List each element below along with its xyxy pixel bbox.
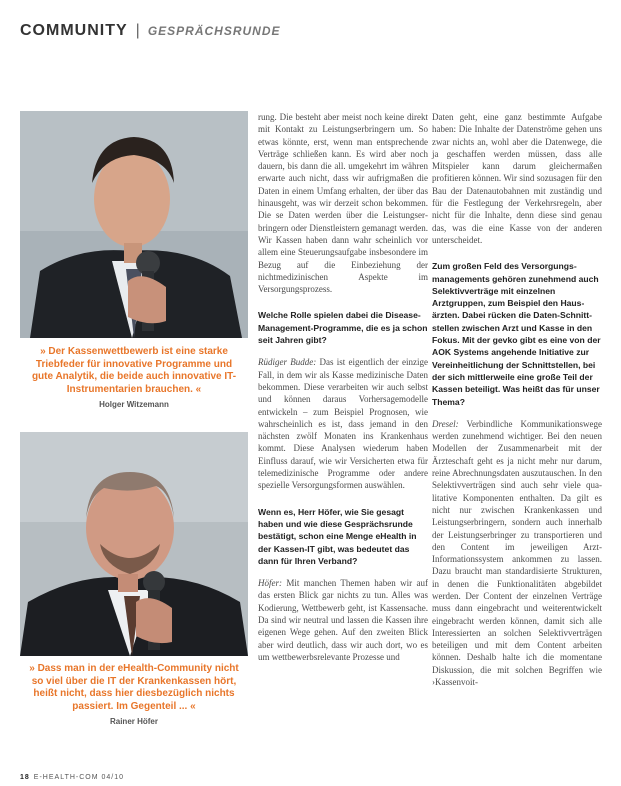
page-footer bbox=[20, 774, 124, 781]
portrait-illustration-1 bbox=[20, 111, 248, 338]
interview-question: Welche Rolle spielen dabei die Disease-Management-Programme, die es ja schon seit Jahren gibt? bbox=[258, 310, 428, 346]
body-paragraph: rung. Die besteht aber meist noch keine direkt mit Kontakt zu Leistungserbringern um. So etwas könnte, erst, wenn man entsprechende Verträge schließen kann. Es wird aber noch dauern, bis dann die all. umgekehrt im währen erwarte auch nicht, dass wir aufrigmaßen die Daten in einem Umfang erhalten, der über das hinausgeht, was wir derzeit schon bekommen. Die se Daten werden über die Leistungserbringern oder Dienstleistern gemanagt werden. Wir Kassen haben dann wahr scheinlich vor allem eine Steuerungsaufgabe insbesondere im Bezug auf die Einbeziehung der nichtmedizinischen Aspekte im Versorgungsprozess. bbox=[258, 112, 428, 295]
magazine-name: E-HEALTH-COM 04/10 bbox=[33, 774, 125, 781]
page-number: 18 bbox=[20, 774, 30, 781]
article-column-2 bbox=[258, 111, 428, 670]
article-column-3 bbox=[432, 111, 602, 695]
section-header bbox=[20, 22, 281, 40]
speaker-name: Dresel: bbox=[432, 418, 459, 429]
answer-text: Das ist eigentlich der einzige Fall, in dem wir als Kasse medizinische Daten bekommen. Diese verarbeiten wir auch selbst und können daraus Vorhersagemodelle entwickeln – zum Beispiel Prognosen, wie wahrscheinlich es ist, dass jemand in den nächsten zwölf Monaten ins Krankenhaus kommt. Diese Analysen wiederum haben Einfluss darauf, wie wir Versicherten etwa für telemedizinische Programme oder andere spezielle Versorgungsformen auswählen. bbox=[258, 357, 429, 491]
speaker-name: Höfer: bbox=[258, 578, 282, 589]
interview-question: Wenn es, Herr Höfer, wie Sie gesagt haben und wie diese Gesprächsrunde bestätigt, schon eine Menge eHealth in der Kassen-IT gibt, was bedeutet das dann für Ihren Verband? bbox=[258, 506, 417, 566]
header-separator: | bbox=[135, 22, 140, 39]
body-paragraph bbox=[258, 356, 428, 491]
speaker-name: Rüdiger Budde: bbox=[258, 357, 317, 368]
speaker-photo-1 bbox=[20, 111, 248, 338]
body-paragraph bbox=[432, 418, 602, 689]
answer-text: Verbindliche Kommunikationswege werden zunehmend wichtiger. Bei den neuen Modellen der Zusammenarbeit mit der Ärzteschaft geht es ja nicht mehr nur darum, reine Abrechnungsdaten auszutauschen. In den Selektivverträgen sind auch sehr viele qualitative Komponenten enthalten. Da gilt es nicht nur zwischen Krankenkassen und Leistungserbringern, sondern auch innerhalb der Leistungserbringer zu transportieren und den Content im jeweiligen Arzt-Informationssystem ankommen zu lassen. Dazu braucht man standardisierte Strukturen, in denen die Funktionalitäten abgebildet werden. Der Content der einzelnen Verträge muss dann eingebracht und weiterentwickelt eingebracht werden können, damit sich alle Interessierten an solchen Selektivverträgen beteiligen und mit dem Content arbeiten können. Deshalb halte ich die momentane Diskussion, die mit solchen Begriffen wie ›Kassenvoit- bbox=[432, 418, 602, 688]
pull-quote-1 bbox=[20, 340, 248, 422]
section-title: COMMUNITY bbox=[20, 22, 128, 39]
answer-text: Mit manchen Themen haben wir auf das ersten Blick gar nichts zu tun. Alles was Kodierung, Wettbewerb geht, ist Kassensache. Da sind wir neutral und lassen die Kassen ihre eigenen Wege gehen. Auf den zweiten Blick aber wird deutlich, dass wir auch dort, wo es um wettbewerbsrelevante Prozesse und bbox=[258, 578, 428, 662]
pull-quote-text: » Dass man in der eHealth-Community nicht so viel über die IT der Krankenkassen hört, heißt nicht, dass hier diesbezüglich nichts passiert. Im Gegenteil ... « bbox=[29, 663, 239, 712]
body-paragraph bbox=[258, 577, 428, 663]
pull-quote-author: Rainer Höfer bbox=[109, 717, 158, 726]
portrait-illustration-2 bbox=[20, 432, 248, 656]
pull-quote-2 bbox=[20, 657, 248, 757]
speaker-photo-2 bbox=[20, 432, 248, 656]
section-subtitle: GESPRÄCHSRUNDE bbox=[147, 24, 281, 38]
body-paragraph: Daten geht, eine ganz bestimmte Aufgabe haben: Die Inhalte der Datenströme gehen uns zwar nichts an, wohl aber die Datenwege, die ja geschaffen werden müssen, dass alle Mitspieler kann darum gleichermaßen profitieren können. Wir sind sozusagen für den Bau der Datenautobahnen mit zuständig und für die Festlegung der Verkehrsregeln, aber nicht für die Inhalte, denn diese sind genau das, was die eine Kasse von der anderen unterscheidet. bbox=[432, 112, 602, 245]
interview-question: Zum großen Feld des Versorgungsmanagements gehören zunehmend auch Selektivverträge mit einzelnen Arztgruppen, zum Beispiel den Hausärzten. Dabei rücken die Daten-Schnittstellen zwischen Arzt und Kasse in den Fokus. Mit der gevko gibt es eine von der AOK Systems angehende Initiative zur Vereinheitlichung der Schnittstellen, bei der sich mittlerweile eine große Teil der Kassen beteiligt. Was heißt das für unser Thema? bbox=[432, 261, 601, 407]
pull-quote-text: » Der Kassenwettbewerb ist eine starke Triebfeder für innovative Programme und gute Analytik, die beide auch innovative IT-Instrumentarien brauchen. « bbox=[31, 346, 237, 395]
pull-quote-author: Holger Witzemann bbox=[99, 400, 169, 409]
